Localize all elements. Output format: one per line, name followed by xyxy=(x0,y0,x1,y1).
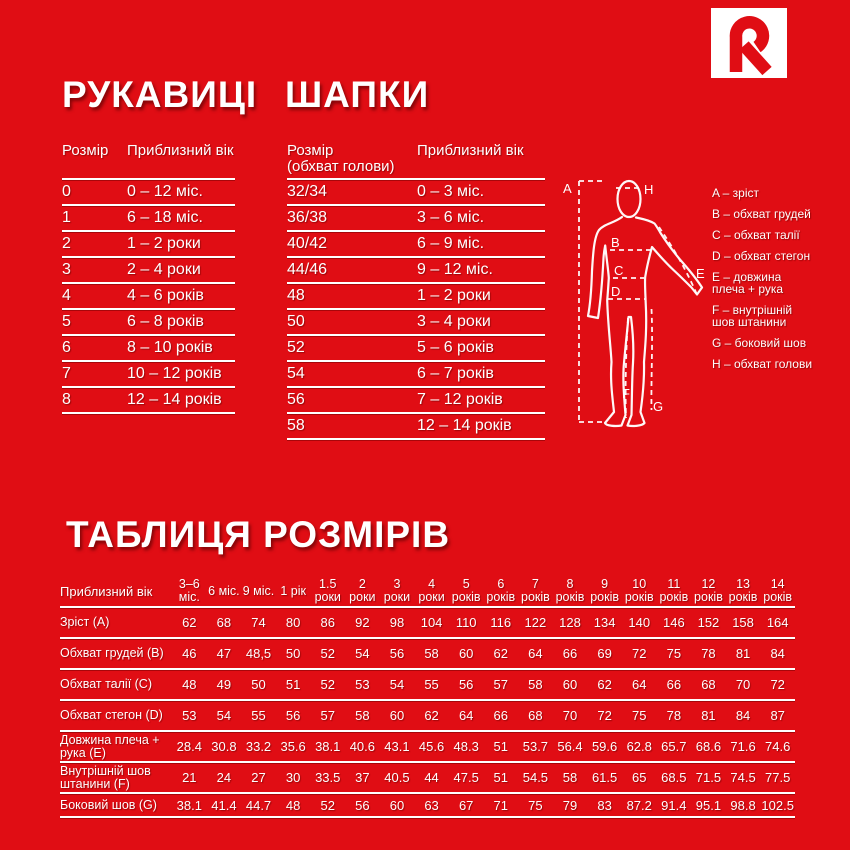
measurement-value: 54 xyxy=(345,639,380,670)
measurement-label: Внутрішній шов штанини (F) xyxy=(60,763,172,794)
mittens-size-value: 5 xyxy=(62,313,71,330)
marker-f: F xyxy=(622,386,630,401)
measurement-value: 49 xyxy=(207,670,242,701)
legend-item: A – зріст xyxy=(712,186,760,200)
measurement-value: 54 xyxy=(380,670,415,701)
hats-age-value: 3 – 6 міс. xyxy=(417,209,485,226)
measurement-value: 52 xyxy=(310,639,345,670)
measurement-value: 72 xyxy=(760,670,795,701)
measurement-value: 45.6 xyxy=(414,732,449,763)
age-column-header: 10 років xyxy=(622,576,657,608)
age-column-header: 6 міс. xyxy=(207,576,242,608)
measurement-value: 41.4 xyxy=(207,794,242,818)
size-table-row xyxy=(60,608,795,639)
head-outline xyxy=(618,181,641,217)
mittens-row xyxy=(62,310,235,336)
size-table xyxy=(60,576,795,818)
hats-size-value: 40/42 xyxy=(287,235,328,252)
measurement-value: 62 xyxy=(483,639,518,670)
measurement-value: 95.1 xyxy=(691,794,726,818)
measurement-value: 71 xyxy=(483,794,518,818)
measurement-value: 83 xyxy=(587,794,622,818)
size-table-row xyxy=(60,763,795,794)
measurement-value: 92 xyxy=(345,608,380,639)
marker-h: H xyxy=(644,182,654,197)
hats-age-value: 7 – 12 років xyxy=(417,391,503,408)
hats-rows xyxy=(287,180,545,440)
measurement-value: 86 xyxy=(310,608,345,639)
hats-size-value: 54 xyxy=(287,365,305,382)
mittens-age-value: 4 – 6 років xyxy=(127,287,204,304)
legend-item: C – обхват талії xyxy=(712,228,800,242)
size-table-header-row xyxy=(60,576,795,608)
measurement-value: 48 xyxy=(276,794,311,818)
measurement-value: 56.4 xyxy=(553,732,588,763)
mittens-age-value: 0 – 12 міс. xyxy=(127,183,203,200)
measurement-value: 24 xyxy=(207,763,242,794)
age-column-header: 3 роки xyxy=(380,576,415,608)
measurement-value: 75 xyxy=(518,794,553,818)
measurement-value: 52 xyxy=(310,670,345,701)
measurement-value: 122 xyxy=(518,608,553,639)
measurement-value: 78 xyxy=(691,639,726,670)
measurement-value: 140 xyxy=(622,608,657,639)
measurement-value: 60 xyxy=(380,794,415,818)
measurement-value: 72 xyxy=(587,701,622,732)
marker-g: G xyxy=(653,399,664,414)
measurement-value: 58 xyxy=(553,763,588,794)
marker-a: A xyxy=(563,181,572,196)
measurement-value: 60 xyxy=(380,701,415,732)
measurement-value: 40.5 xyxy=(380,763,415,794)
size-table-title: ТАБЛИЦЯ РОЗМІРІВ xyxy=(66,514,451,555)
measurement-value: 58 xyxy=(345,701,380,732)
measurement-value: 71.6 xyxy=(726,732,761,763)
measurement-value: 128 xyxy=(553,608,588,639)
age-column-header: 9 міс. xyxy=(241,576,276,608)
measurement-value: 69 xyxy=(587,639,622,670)
mittens-age-value: 10 – 12 років xyxy=(127,365,222,382)
hats-age-value: 5 – 6 років xyxy=(417,339,494,356)
mittens-size-value: 2 xyxy=(62,235,71,252)
size-table-row xyxy=(60,670,795,701)
measurement-value: 66 xyxy=(553,639,588,670)
mittens-row xyxy=(62,284,235,310)
size-table-row xyxy=(60,639,795,670)
hats-row xyxy=(287,336,545,362)
measurement-value: 146 xyxy=(657,608,692,639)
measurement-value: 47.5 xyxy=(449,763,484,794)
measurement-value: 38.1 xyxy=(310,732,345,763)
mittens-table xyxy=(62,140,235,414)
hats-size-value: 44/46 xyxy=(287,261,328,278)
hats-size-value: 58 xyxy=(287,417,305,434)
measurement-value: 50 xyxy=(241,670,276,701)
measurement-value: 67 xyxy=(449,794,484,818)
body-outline-path xyxy=(588,217,702,426)
mittens-size-value: 6 xyxy=(62,339,71,356)
hats-row xyxy=(287,362,545,388)
mittens-row xyxy=(62,180,235,206)
hats-size-value: 56 xyxy=(287,391,305,408)
hats-col-size-header xyxy=(287,143,417,178)
legend-item: D – обхват стегон xyxy=(712,249,811,263)
age-column-header: 6 років xyxy=(483,576,518,608)
age-column-header: 3–6 міс. xyxy=(172,576,207,608)
measurement-label: Обхват талії (C) xyxy=(60,670,172,701)
measurement-value: 57 xyxy=(310,701,345,732)
measurement-value: 62 xyxy=(587,670,622,701)
hats-age-value: 9 – 12 міс. xyxy=(417,261,493,278)
measurement-value: 48,5 xyxy=(241,639,276,670)
hats-row xyxy=(287,310,545,336)
hats-age-value: 6 – 7 років xyxy=(417,365,494,382)
mittens-table-header xyxy=(62,140,235,180)
legend-item: F – внутрішній шов штанини xyxy=(712,303,793,329)
measurement-value: 52 xyxy=(310,794,345,818)
measurement-value: 61.5 xyxy=(587,763,622,794)
age-column-header: 12 років xyxy=(691,576,726,608)
measurement-legend xyxy=(712,187,816,379)
mittens-size-value: 8 xyxy=(62,391,71,408)
mittens-row xyxy=(62,362,235,388)
mittens-age-value: 1 – 2 роки xyxy=(127,235,201,252)
measurement-value: 158 xyxy=(726,608,761,639)
size-table-row xyxy=(60,701,795,732)
measurement-value: 65 xyxy=(622,763,657,794)
measurement-value: 68 xyxy=(207,608,242,639)
measurement-value: 81 xyxy=(726,639,761,670)
body-outline-figure xyxy=(556,166,708,446)
age-column-header: 13 років xyxy=(726,576,761,608)
measurement-value: 47 xyxy=(207,639,242,670)
measurement-value: 60 xyxy=(553,670,588,701)
measurement-label: Обхват грудей (B) xyxy=(60,639,172,670)
measurement-value: 21 xyxy=(172,763,207,794)
measurement-value: 44 xyxy=(414,763,449,794)
measurement-value: 116 xyxy=(483,608,518,639)
measurement-value: 48 xyxy=(172,670,207,701)
measurement-value: 78 xyxy=(657,701,692,732)
measurement-value: 68 xyxy=(518,701,553,732)
hats-title: ШАПКИ xyxy=(285,74,430,115)
measurement-value: 62 xyxy=(414,701,449,732)
measurement-value: 63 xyxy=(414,794,449,818)
measurement-value: 40.6 xyxy=(345,732,380,763)
age-column-header: 1.5 роки xyxy=(310,576,345,608)
hats-size-value: 50 xyxy=(287,313,305,330)
hats-size-value: 48 xyxy=(287,287,305,304)
measurement-label: Обхват стегон (D) xyxy=(60,701,172,732)
measurement-value: 71.5 xyxy=(691,763,726,794)
mittens-age-value: 8 – 10 років xyxy=(127,339,213,356)
measurement-value: 74.5 xyxy=(726,763,761,794)
measurement-value: 27 xyxy=(241,763,276,794)
age-column-header: 14 років xyxy=(760,576,795,608)
measurement-value: 64 xyxy=(449,701,484,732)
measurement-value: 75 xyxy=(657,639,692,670)
mittens-col-age-header: Приблизний вік xyxy=(127,142,234,159)
hats-row xyxy=(287,180,545,206)
measurement-value: 104 xyxy=(414,608,449,639)
mittens-age-value: 6 – 8 років xyxy=(127,313,204,330)
measurement-value: 98.8 xyxy=(726,794,761,818)
hats-size-value: 32/34 xyxy=(287,183,328,200)
marker-e: E xyxy=(696,266,705,281)
mittens-size-value: 0 xyxy=(62,183,71,200)
measurement-value: 51 xyxy=(276,670,311,701)
measurement-label: Боковий шов (G) xyxy=(60,794,172,818)
hats-size-value: 36/38 xyxy=(287,209,328,226)
age-column-header: 4 роки xyxy=(414,576,449,608)
hats-row xyxy=(287,206,545,232)
measurement-value: 110 xyxy=(449,608,484,639)
mittens-row xyxy=(62,232,235,258)
size-table-row xyxy=(60,794,795,818)
mittens-rows xyxy=(62,180,235,414)
measurement-value: 80 xyxy=(276,608,311,639)
mittens-age-value: 2 – 4 роки xyxy=(127,261,201,278)
measurement-value: 44.7 xyxy=(241,794,276,818)
measurement-value: 65.7 xyxy=(657,732,692,763)
mittens-row xyxy=(62,388,235,414)
measurement-value: 60 xyxy=(449,639,484,670)
measurement-value: 98 xyxy=(380,608,415,639)
hats-age-value: 0 – 3 міс. xyxy=(417,183,485,200)
measurement-value: 58 xyxy=(414,639,449,670)
measurement-value: 33.5 xyxy=(310,763,345,794)
measurement-value: 62 xyxy=(172,608,207,639)
measurement-value: 50 xyxy=(276,639,311,670)
measurement-value: 51 xyxy=(483,732,518,763)
body-measurement-diagram xyxy=(556,166,708,446)
measurement-value: 102.5 xyxy=(760,794,795,818)
hats-col-age-header: Приблизний вік xyxy=(417,142,524,159)
measurement-value: 55 xyxy=(241,701,276,732)
hats-size-value: 52 xyxy=(287,339,305,356)
measurement-value: 70 xyxy=(726,670,761,701)
age-column-header: 2 роки xyxy=(345,576,380,608)
marker-d: D xyxy=(611,284,621,299)
brand-logo xyxy=(711,8,787,78)
side-seam-line-g xyxy=(651,309,652,410)
measurement-value: 56 xyxy=(345,794,380,818)
marker-b: B xyxy=(611,235,620,250)
measurement-value: 54.5 xyxy=(518,763,553,794)
measurement-value: 62.8 xyxy=(622,732,657,763)
hats-row xyxy=(287,388,545,414)
measurement-value: 55 xyxy=(414,670,449,701)
measurement-value: 81 xyxy=(691,701,726,732)
measurement-value: 79 xyxy=(553,794,588,818)
measurement-value: 64 xyxy=(518,639,553,670)
measurement-value: 35.6 xyxy=(276,732,311,763)
hats-table-header xyxy=(287,140,545,180)
measurement-value: 51 xyxy=(483,763,518,794)
measurement-value: 53 xyxy=(172,701,207,732)
mittens-size-value: 7 xyxy=(62,365,71,382)
size-table-corner-header: Приблизний вік xyxy=(60,576,172,608)
legend-item: G – боковий шов xyxy=(712,336,807,350)
hats-col-size-line1: Розмір xyxy=(287,142,334,159)
hats-age-value: 3 – 4 роки xyxy=(417,313,491,330)
hats-row xyxy=(287,258,545,284)
measurement-value: 58 xyxy=(518,670,553,701)
measurement-value: 64 xyxy=(622,670,657,701)
measurement-value: 38.1 xyxy=(172,794,207,818)
measurement-value: 70 xyxy=(553,701,588,732)
measurement-value: 87.2 xyxy=(622,794,657,818)
measurement-value: 66 xyxy=(483,701,518,732)
hats-age-value: 1 – 2 роки xyxy=(417,287,491,304)
legend-item: B – обхват грудей xyxy=(712,207,811,221)
measurement-value: 68 xyxy=(691,670,726,701)
mittens-age-value: 12 – 14 років xyxy=(127,391,222,408)
measurement-value: 84 xyxy=(726,701,761,732)
measurement-value: 30.8 xyxy=(207,732,242,763)
measurement-value: 53.7 xyxy=(518,732,553,763)
size-table-row xyxy=(60,732,795,763)
measurement-value: 56 xyxy=(449,670,484,701)
mittens-row xyxy=(62,206,235,232)
measurement-value: 57 xyxy=(483,670,518,701)
measurement-value: 30 xyxy=(276,763,311,794)
measurement-value: 134 xyxy=(587,608,622,639)
age-column-header: 8 років xyxy=(553,576,588,608)
measurement-value: 56 xyxy=(380,639,415,670)
mittens-row xyxy=(62,258,235,284)
age-column-header: 1 рік xyxy=(276,576,311,608)
hats-col-size-line2: (обхват голови) xyxy=(287,158,395,175)
reserved-r-icon xyxy=(711,8,787,78)
mittens-title: РУКАВИЦІ xyxy=(62,74,258,115)
hats-row xyxy=(287,284,545,310)
age-column-header: 9 років xyxy=(587,576,622,608)
mittens-age-value: 6 – 18 міс. xyxy=(127,209,203,226)
hats-table xyxy=(287,140,545,440)
measurement-value: 84 xyxy=(760,639,795,670)
age-column-header: 5 років xyxy=(449,576,484,608)
measurement-value: 74 xyxy=(241,608,276,639)
hats-age-value: 12 – 14 років xyxy=(417,417,512,434)
legend-item: H – обхват голови xyxy=(712,357,813,371)
measurement-value: 77.5 xyxy=(760,763,795,794)
measurement-value: 43.1 xyxy=(380,732,415,763)
mittens-col-size-header: Розмір xyxy=(62,142,109,159)
measurement-value: 72 xyxy=(622,639,657,670)
measurement-value: 164 xyxy=(760,608,795,639)
measurement-value: 152 xyxy=(691,608,726,639)
measurement-value: 66 xyxy=(657,670,692,701)
measurement-value: 53 xyxy=(345,670,380,701)
measurement-value: 33.2 xyxy=(241,732,276,763)
measurement-value: 46 xyxy=(172,639,207,670)
mittens-size-value: 4 xyxy=(62,287,71,304)
measurement-value: 74.6 xyxy=(760,732,795,763)
measurement-value: 68.5 xyxy=(657,763,692,794)
measurement-label: Довжина плеча + рука (E) xyxy=(60,732,172,763)
measurement-value: 28.4 xyxy=(172,732,207,763)
age-column-header: 7 років xyxy=(518,576,553,608)
measurement-value: 48.3 xyxy=(449,732,484,763)
measurement-value: 75 xyxy=(622,701,657,732)
measurement-value: 87 xyxy=(760,701,795,732)
measurement-value: 68.6 xyxy=(691,732,726,763)
hats-row xyxy=(287,232,545,258)
measurement-value: 54 xyxy=(207,701,242,732)
measurement-value: 37 xyxy=(345,763,380,794)
measurement-label: Зріст (A) xyxy=(60,608,172,639)
measurement-value: 91.4 xyxy=(657,794,692,818)
marker-c: C xyxy=(614,263,624,278)
mittens-size-value: 3 xyxy=(62,261,71,278)
measurement-value: 59.6 xyxy=(587,732,622,763)
age-column-header: 11 років xyxy=(657,576,692,608)
measurement-value: 56 xyxy=(276,701,311,732)
hats-row xyxy=(287,414,545,440)
mittens-row xyxy=(62,336,235,362)
hats-age-value: 6 – 9 міс. xyxy=(417,235,485,252)
mittens-size-value: 1 xyxy=(62,209,71,226)
legend-item: E – довжина плеча + рука xyxy=(712,270,784,296)
